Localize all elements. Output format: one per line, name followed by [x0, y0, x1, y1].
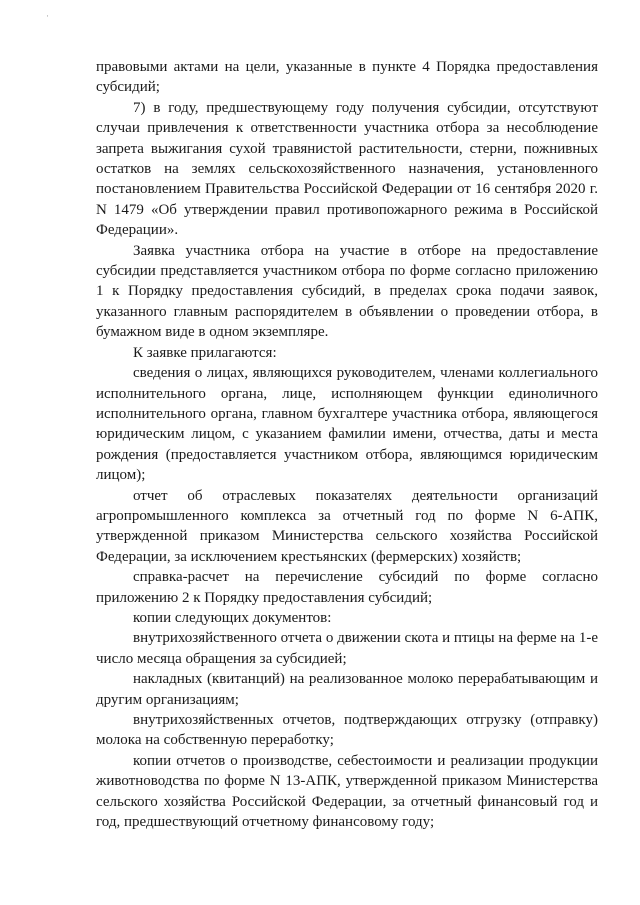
paragraph-industry-report: отчет об отраслевых показателях деятельности организаций агропромышленного комплекса за отчетный год по форме N 6-АПК, утвержденной приказом Министерства сельского хозяйства Российской Федерации, за исключением крестьянских (фермерских) хозяйств;	[96, 487, 598, 565]
paragraph-persons-info: сведения о лицах, являющихся руководителем, членами коллегиального исполнительного органа, лице, исполняющем функции единоличного исполнительного органа, главном бухгалтере участника отбора, являющегося юридическим лицом, с указанием фамилии имени, отчества, даты и места рождения (предоставляется участником отбора, являющимся юридическим лицом);	[96, 365, 598, 484]
paragraph-copies-heading: копии следующих документов:	[133, 609, 332, 626]
paragraph-calculation: справка-расчет на перечисление субсидий по форме согласно приложению 2 к Порядку предоставления субсидий;	[96, 569, 598, 606]
paragraph-attachments-heading: К заявке прилагаются:	[133, 344, 277, 361]
paragraph-continuation: правовыми актами на цели, указанные в пункте 4 Порядка предоставления субсидий;	[96, 59, 598, 96]
corner-mark: ·	[46, 11, 49, 21]
paragraph-shipment-reports: внутрихозяйственных отчетов, подтверждающих отгрузку (отправку) молока на собственную переработку;	[96, 712, 598, 749]
paragraph-invoices: накладных (квитанций) на реализованное молоко перерабатывающим и другим организациям;	[96, 671, 598, 708]
paragraph-livestock-report: внутрихозяйственного отчета о движении скота и птицы на ферме на 1-е число месяца обращения за субсидией;	[96, 630, 598, 667]
paragraph-production-reports: копии отчетов о производстве, себестоимости и реализации продукции животноводства по форме N 13-АПК, утвержденной приказом Министерства сельского хозяйства Российской Федерации, за отчетный финансовый год и год, предшествующий отчетному финансовому году;	[96, 752, 598, 831]
paragraph-application: Заявка участника отбора на участие в отборе на предоставление субсидии представляется участником отбора по форме согласно приложению 1 к Порядку предоставления субсидий, в пределах срока подачи заявок, указанного главным распорядителем в объявлении о проведении отбора, в бумажном виде в одном экземпляре.	[96, 242, 598, 341]
document-text-body	[96, 57, 598, 832]
paragraph-item-7: 7) в году, предшествующему году получения субсидии, отсутствуют случаи привлечения к ответственности участника отбора за несоблюдение запрета выжигания сухой травянистой растительности, стерни, пожнивных остатков на землях сельскохозяйственного назначения, установленного постановлением Правительства Российской Федерации от 16 сентября 2020 г. N 1479 «Об утверждении правил противопожарного режима в Российской Федерации».	[96, 99, 598, 239]
